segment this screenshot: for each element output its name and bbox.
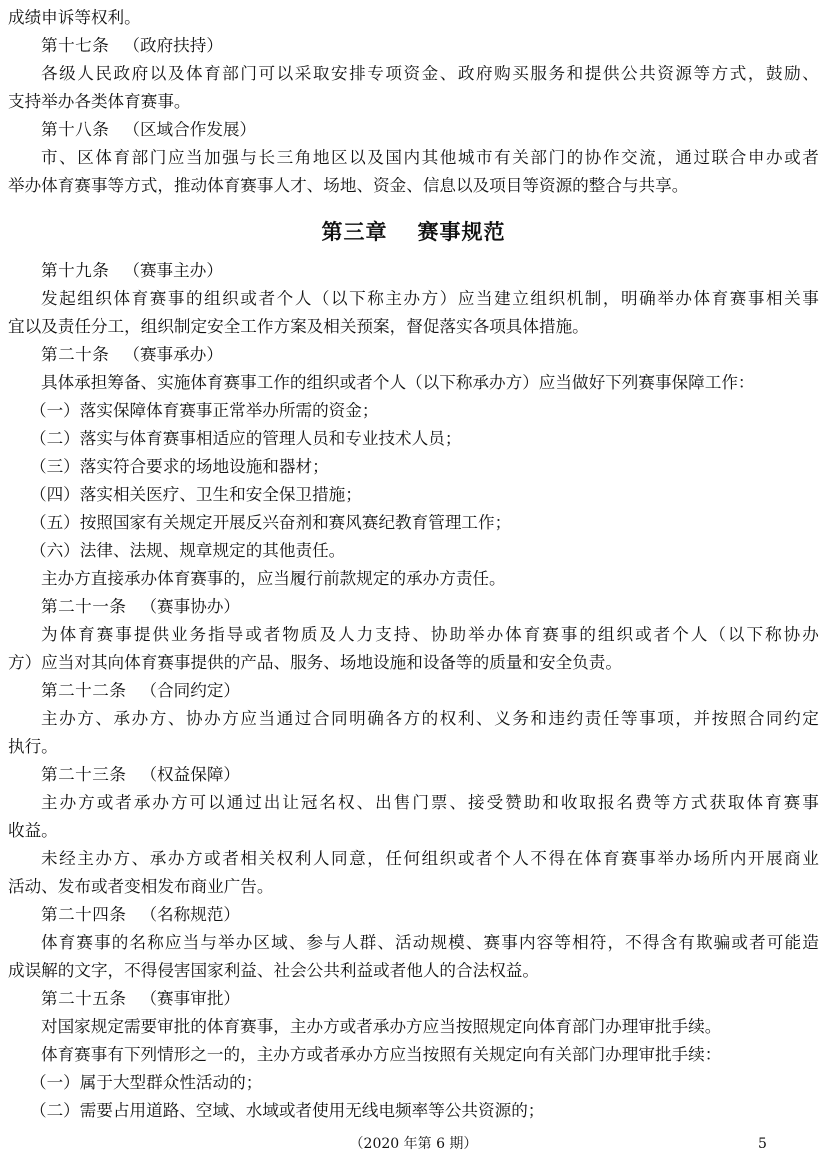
- article-heading: [0, 257, 827, 285]
- list-item: （二）落实与体育赛事相适应的管理人员和专业技术人员；: [30, 429, 462, 448]
- article-number: 第二十三条: [41, 765, 127, 784]
- list-item: （六）法律、法规、规章规定的其他责任。: [30, 541, 346, 560]
- body-line: 主办方、承办方、协办方应当通过合同明确各方的权利、义务和违约责任等事项，并按照合同约定: [41, 709, 819, 728]
- article-topic: （赛事主办）: [123, 261, 223, 280]
- list-item: （五）按照国家有关规定开展反兴奋剂和赛风赛纪教育管理工作；: [30, 513, 512, 532]
- chapter-number: 第三章: [321, 220, 388, 244]
- article-heading: [0, 593, 827, 621]
- body-line: 成误解的文字，不得侵害国家利益、社会公共利益或者他人的合法权益。: [8, 961, 539, 980]
- body-line: 成绩申诉等权利。: [8, 8, 141, 27]
- article-topic: （赛事承办）: [123, 345, 223, 364]
- article-topic: （政府扶持）: [123, 36, 223, 55]
- article-heading: [0, 341, 827, 369]
- chapter-heading: [0, 217, 827, 247]
- article-topic: （名称规范）: [140, 905, 241, 924]
- body-line: 体育赛事有下列情形之一的，主办方或者承办方应当按照有关规定向有关部门办理审批手续：: [41, 1045, 722, 1064]
- body-line: 未经主办方、承办方或者相关权利人同意，任何组织或者个人不得在体育赛事举办场所内开展商业: [41, 849, 819, 868]
- body-line: 活动、发布或者变相发布商业广告。: [8, 877, 274, 896]
- body-line: 收益。: [8, 821, 58, 840]
- article-topic: （赛事协办）: [140, 597, 241, 616]
- article-number: 第二十二条: [41, 681, 127, 700]
- article-topic: （权益保障）: [140, 765, 241, 784]
- article-topic: （赛事审批）: [140, 989, 241, 1008]
- body-line: 宜以及责任分工，组织制定安全工作方案及相关预案，督促落实各项具体措施。: [8, 317, 589, 336]
- article-number: 第十八条: [41, 120, 110, 139]
- article-topic: （合同约定）: [140, 681, 241, 700]
- body-line: 发起组织体育赛事的组织或者个人（以下称主办方）应当建立组织机制，明确举办体育赛事相关事: [41, 289, 819, 308]
- list-item: （三）落实符合要求的场地设施和器材；: [30, 457, 329, 476]
- article-heading: [0, 677, 827, 705]
- body-line: 具体承担筹备、实施体育赛事工作的组织或者个人（以下称承办方）应当做好下列赛事保障工作：: [41, 373, 755, 392]
- article-topic: （区域合作发展）: [123, 120, 257, 139]
- body-line: 支持举办各类体育赛事。: [8, 92, 191, 111]
- article-heading: [0, 985, 827, 1013]
- article-heading: [0, 901, 827, 929]
- article-number: 第十七条: [41, 36, 110, 55]
- body-line: 各级人民政府以及体育部门可以采取安排专项资金、政府购买服务和提供公共资源等方式，鼓励、: [41, 64, 819, 83]
- chapter-title: 赛事规范: [417, 220, 506, 244]
- page-number: 5: [758, 1136, 767, 1152]
- body-line: 方）应当对其向体育赛事提供的产品、服务、场地设施和设备等的质量和安全负责。: [8, 653, 622, 672]
- article-heading: [0, 32, 827, 60]
- article-number: 第二十条: [41, 345, 110, 364]
- list-item: （一）属于大型群众性活动的；: [30, 1073, 263, 1092]
- article-number: 第二十五条: [41, 989, 127, 1008]
- body-line: 体育赛事的名称应当与举办区域、参与人群、活动规模、赛事内容等相符，不得含有欺骗或者可能造: [41, 933, 819, 952]
- body-line: 主办方直接承办体育赛事的，应当履行前款规定的承办方责任。: [41, 569, 506, 588]
- article-number: 第十九条: [41, 261, 110, 280]
- list-item: （一）落实保障体育赛事正常举办所需的资金；: [30, 401, 379, 420]
- body-line: 举办体育赛事等方式，推动体育赛事人才、场地、资金、信息以及项目等资源的整合与共享。: [8, 176, 689, 195]
- issue-label: （2020 年第 6 期）: [349, 1136, 478, 1152]
- body-line: 为体育赛事提供业务指导或者物质及人力支持、协助举办体育赛事的组织或者个人（以下称协办: [41, 625, 819, 644]
- article-number: 第二十四条: [41, 905, 127, 924]
- body-line: 主办方或者承办方可以通过出让冠名权、出售门票、接受赞助和收取报名费等方式获取体育赛事: [41, 793, 819, 812]
- body-line: 对国家规定需要审批的体育赛事，主办方或者承办方应当按照规定向体育部门办理审批手续。: [41, 1017, 722, 1036]
- list-item: （二）需要占用道路、空域、水域或者使用无线电频率等公共资源的；: [30, 1101, 545, 1120]
- body-line: 执行。: [8, 737, 58, 756]
- article-heading: [0, 116, 827, 144]
- article-number: 第二十一条: [41, 597, 127, 616]
- list-item: （四）落实相关医疗、卫生和安全保卫措施；: [30, 485, 362, 504]
- article-heading: [0, 761, 827, 789]
- body-line: 市、区体育部门应当加强与长三角地区以及国内其他城市有关部门的协作交流，通过联合申办或者: [41, 148, 819, 167]
